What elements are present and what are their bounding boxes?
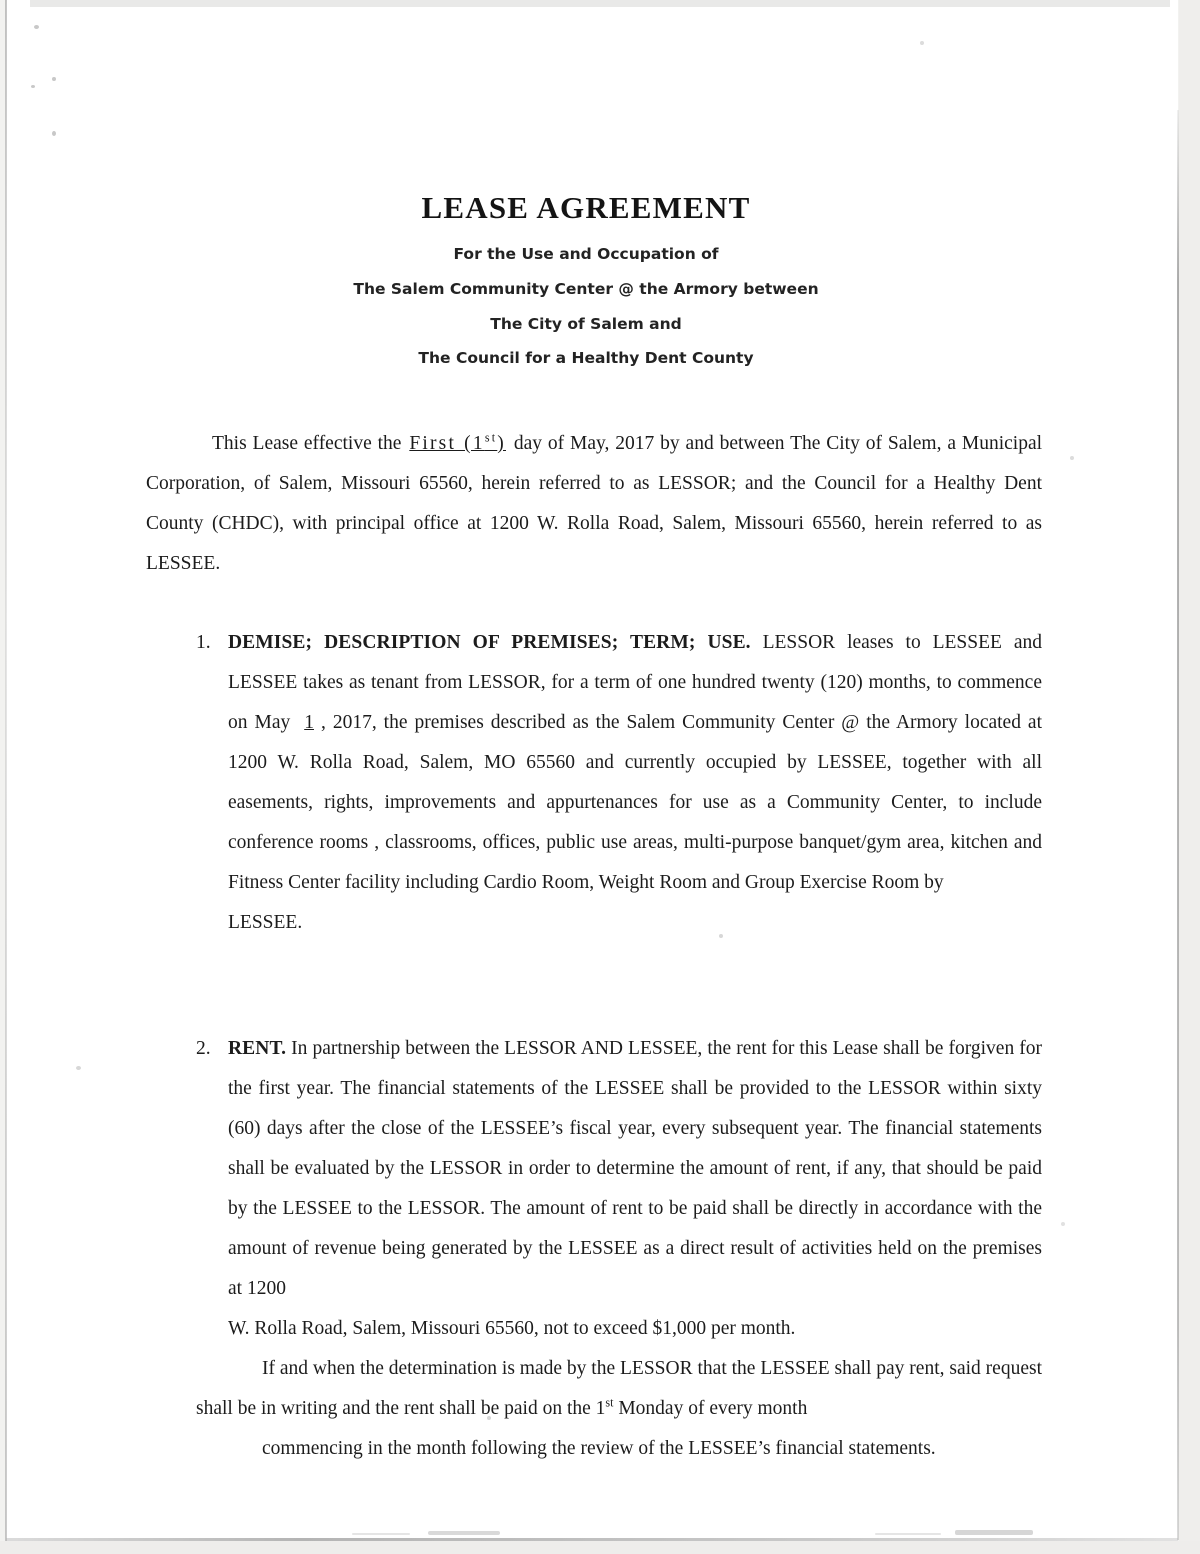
- preamble-body: day of May, 2017 by and between The City of Salem, a Municipal Corporation, of Salem, Missouri 65560, herein referred to as LESSOR; and the Council for a Healthy Dent County (CHDC), with principal office at 1200 W. Rolla Road, Salem, Missouri 65560, herein referred to as LESSEE.: [146, 433, 1043, 574]
- subtitle-line: The City of Salem and: [490, 314, 682, 333]
- closing-text-continued: Monday of every month: [618, 1398, 808, 1419]
- paper-left-edge: [5, 0, 7, 1541]
- clause-tail: LESSEE.: [228, 912, 303, 933]
- scan-speck: [1061, 1222, 1065, 1226]
- effective-date-blank: [407, 430, 508, 454]
- scan-backdrop-right: [1179, 0, 1200, 1554]
- effective-date-paren: ): [497, 433, 506, 454]
- scan-speck: [34, 25, 39, 29]
- clause-text-continued: , 2017, the premises described as the Salem Community Center @ the Armory located at 1200 W. Rolla Road, Salem, MO 65560 and currently occupied by LESSEE, together with all easements, rights, improvements and appurtenances for use as a Community Center, to include conference rooms , classrooms, offices, public use areas, multi-purpose banquet/gym area, kitchen and Fitness Center facility including Cardio Room, Weight Room and Group Exercise Room by: [228, 712, 1043, 893]
- ordinal-suffix: st: [605, 1395, 614, 1410]
- clause-demise: [196, 623, 1042, 943]
- clause-rent: [196, 1029, 1042, 1349]
- closing-text: If and when the determination is made by the LESSOR that the LESSEE shall pay rent, said request shall be in writing and the rent shall be paid on the 1: [196, 1358, 1042, 1419]
- preamble-intro: This Lease effective the: [212, 433, 402, 454]
- closing-tail: commencing in the month following the review of the LESSEE’s financial statements.: [262, 1438, 936, 1459]
- clause-number: 1.: [196, 632, 211, 653]
- scan-speck: [76, 1066, 81, 1070]
- closing-paragraph: [196, 1349, 1042, 1469]
- scan-smudge: [428, 1531, 500, 1535]
- ordinal-suffix: st: [484, 430, 498, 445]
- subtitle-line: The Salem Community Center @ the Armory between: [353, 279, 819, 298]
- subtitle-line: For the Use and Occupation of: [453, 245, 719, 263]
- subtitle-line: The Council for a Healthy Dent County: [418, 349, 754, 368]
- clause-heading: RENT.: [228, 1038, 287, 1059]
- clause-tail: W. Rolla Road, Salem, Missouri 65560, not to exceed $1,000 per month.: [228, 1318, 796, 1339]
- page-title: LEASE AGREEMENT: [421, 190, 751, 225]
- scan-smudge: [875, 1533, 941, 1535]
- scan-speck: [920, 41, 924, 45]
- clause-heading: DEMISE; DESCRIPTION OF PREMISES; TERM; USE.: [228, 632, 751, 653]
- clause-number: 2.: [196, 1038, 211, 1059]
- commencement-day-blank: 1: [304, 712, 314, 733]
- scan-backdrop-bottom: [0, 1541, 1200, 1554]
- scan-speck: [52, 77, 56, 81]
- scan-smudge: [955, 1530, 1033, 1535]
- scan-speck: [1070, 456, 1074, 460]
- scan-speck: [52, 131, 56, 136]
- clause-text: LESSOR leases to LESSEE and LESSEE takes as tenant from LESSOR, for a term of one hundred twenty (120) months, to commence on May: [228, 632, 1042, 733]
- scan-speck: [31, 85, 35, 88]
- preamble-paragraph: [146, 424, 1042, 584]
- scan-top-band: [30, 0, 1170, 7]
- scan-smudge: [352, 1533, 410, 1535]
- clause-text: In partnership between the LESSOR AND LESSEE, the rent for this Lease shall be forgiven for the first year. The financial statements of the LESSEE shall be provided to the LESSOR within sixty (60) days after the close of the LESSEE’s fiscal year, every subsequent year. The financial statements shall be evaluated by the LESSOR in order to determine the amount of rent, if any, that should be paid by the LESSEE to the LESSOR. The amount of rent to be paid shall be directly in accordance with the amount of revenue being generated by the LESSEE as a direct result of activities held on the premises at 1200: [228, 1038, 1042, 1299]
- document-subtitle-block: [0, 246, 1172, 385]
- effective-date-value: First (1: [409, 433, 485, 454]
